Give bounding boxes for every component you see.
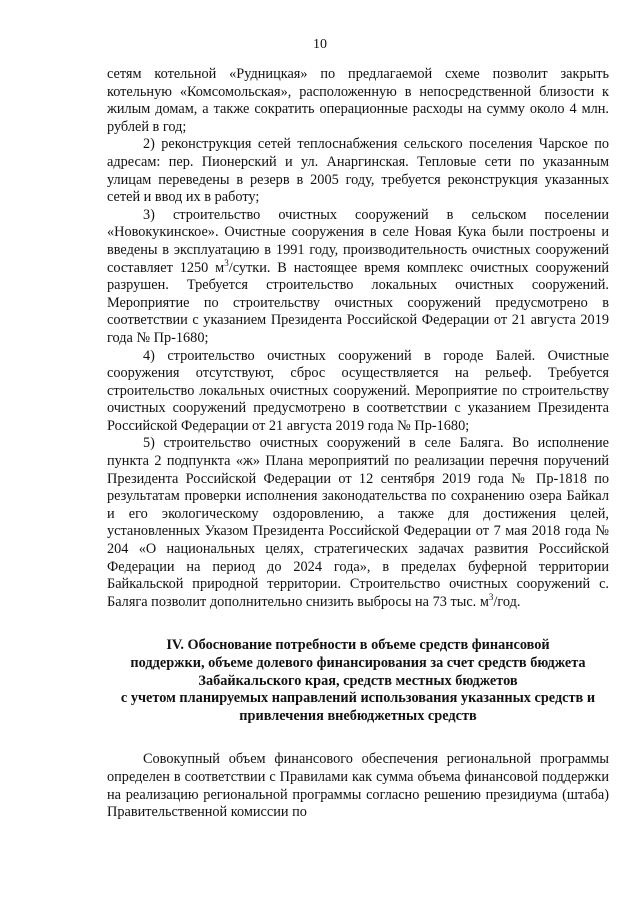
paragraph-continuation: сетям котельной «Рудницкая» по предлагаемой схеме позволит закрыть котельную «Комсомольская», расположенную в непосредственной близости к жилым домам, а также сократить операционные расходы на сумму около 4 млн. рублей в год; bbox=[107, 66, 609, 135]
spacer bbox=[107, 611, 609, 637]
heading-line-4: с учетом планируемых направлений использования указанных средств и bbox=[120, 690, 596, 707]
section-heading bbox=[107, 637, 609, 725]
page-number: 10 bbox=[313, 37, 327, 52]
heading-line-5: привлечения внебюджетных средств bbox=[239, 707, 477, 724]
paragraph-item-5-part-b: /год. bbox=[493, 593, 521, 610]
paragraph-item-3 bbox=[107, 207, 609, 348]
paragraph-financing: Совокупный объем финансового обеспечения региональной программы определен в соответствии с Правилами как сумма объема финансовой поддержки на реализацию региональной программы согласно решению президиума (штаба) Правительственной комиссии по bbox=[107, 751, 609, 821]
paragraph-item-5 bbox=[107, 435, 609, 611]
document-body bbox=[107, 66, 609, 822]
heading-line-3: Забайкальского края, средств местных бюджетов bbox=[198, 672, 518, 689]
superscript: 3 bbox=[488, 592, 494, 603]
paragraph-item-3-part-b: /сутки. В настоящее время комплекс очистных сооружений разрушен. Требуется строительство локальных очистных сооружений. Мероприятие по строительству очистных сооружений предусмотрено в соответствии с указанием Президента Российской Федерации от 21 августа 2019 года № Пр-1680; bbox=[107, 259, 609, 346]
heading-line-1: IV. Обоснование потребности в объеме средств финансовой bbox=[166, 637, 550, 654]
superscript: 3 bbox=[224, 257, 229, 268]
spacer bbox=[107, 725, 609, 751]
heading-line-2: поддержки, объеме долевого финансирования за счет средств бюджета bbox=[130, 655, 586, 671]
paragraph-item-2: 2) реконструкция сетей теплоснабжения сельского поселения Чарское по адресам: пер. Пионерский и ул. Анаргинская. Тепловые сети по указанным улицам переведены в резерв в 2005 году, требуется реконструкция указанных сетей и ввод их в работу; bbox=[107, 136, 609, 206]
paragraph-item-3-part-a: 3) строительство очистных сооружений в сельском поселении «Новокукинское». Очистные сооружения в селе Новая Кука были построены и введены в эксплуатацию в 1991 году, производительность очистных сооружений составляет 1250 м bbox=[107, 206, 609, 276]
paragraph-item-4: 4) строительство очистных сооружений в городе Балей. Очистные сооружения отсутствуют, сброс осуществляется на рельеф. Требуется строительство локальных очистных сооружений. Мероприятие по строительству очистных сооружений предусмотрено в соответствии с указанием Президента Российской Федерации от 21 августа 2019 года № Пр-1680; bbox=[107, 347, 609, 434]
paragraph-item-5-part-a: 5) строительство очистных сооружений в селе Баляга. Во исполнение пункта 2 подпункта «ж» Плана мероприятий по реализации перечня поручений Президента Российской Федерации от 12 сентября 2019 года № Пр-1818 по результатам проверки исполнения законодательства по сохранению озера Байкал и его экологическому оздоровлению, а также для достижения целей, установленных Указом Президента Российской Федерации от 7 мая 2018 года № 204 «О национальных целях, стратегических задачах развития Российской Федерации на период до 2024 года», в пределах буферной территории Байкальской природной территории. Строительство очистных сооружений с. Баляга позволит дополнительно снизить выбросы на 73 тыс. м bbox=[107, 435, 609, 610]
